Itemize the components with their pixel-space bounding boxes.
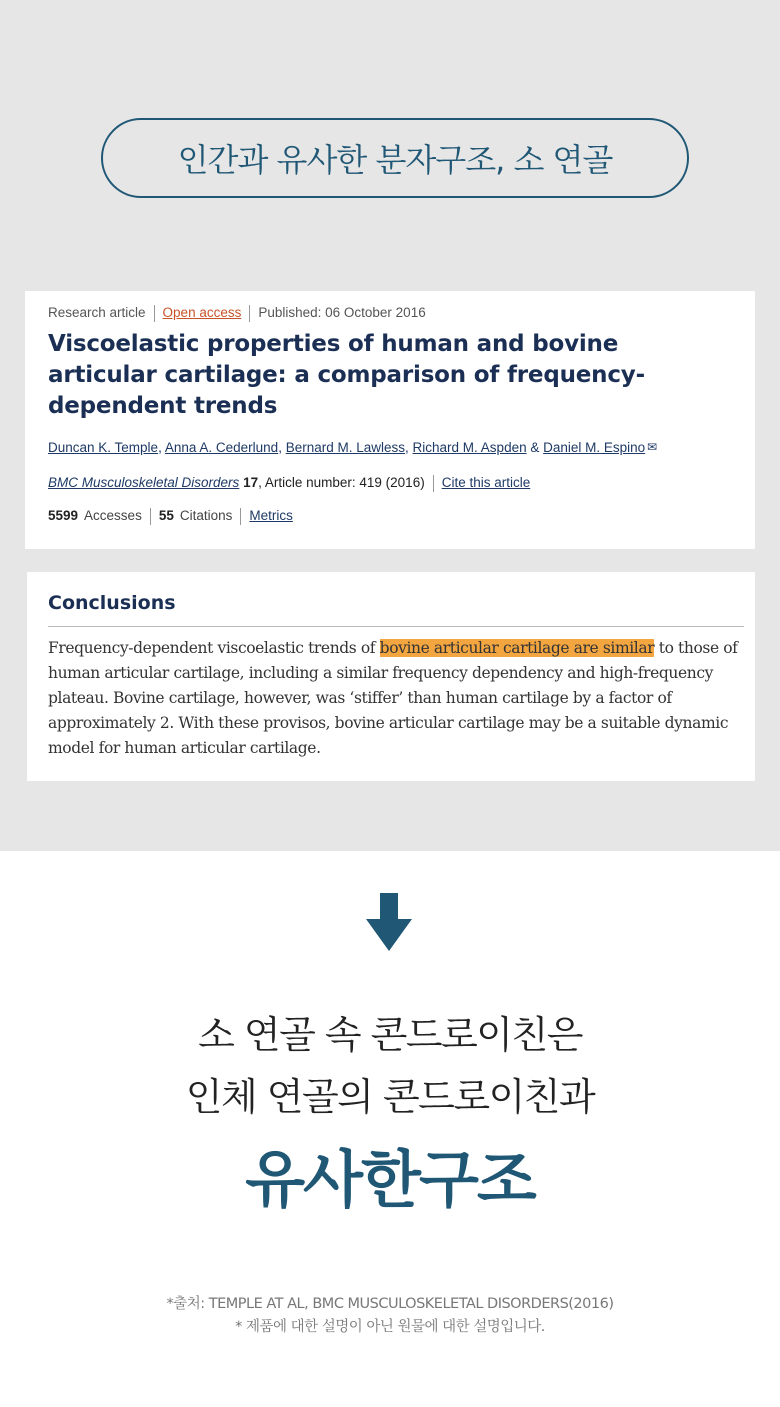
summary-line-2: 인체 연골의 콘드로이친과: [185, 1075, 595, 1119]
arrow-down-icon: [366, 893, 412, 951]
source-citation: *출처: TEMPLE AT AL, BMC MUSCULOSKELETAL DISORDERS(2016): [166, 1296, 614, 1312]
disclaimer: * 제품에 대한 설명이 아닌 원물에 대한 설명입니다.: [235, 1319, 545, 1335]
author-link[interactable]: Daniel M. Espino: [543, 440, 646, 455]
journal-link[interactable]: BMC Musculoskeletal Disorders: [48, 475, 240, 491]
summary-line-1: 소 연골 속 콘드로이친은: [198, 1013, 582, 1057]
citations-count: 55: [158, 508, 174, 524]
accesses-label: Accesses: [84, 508, 142, 524]
divider: [150, 508, 151, 525]
divider: [240, 508, 241, 525]
headline-badge: [101, 118, 689, 198]
article-type: Research article: [48, 305, 146, 321]
mail-icon[interactable]: ✉: [647, 440, 658, 454]
volume: 17: [243, 475, 259, 491]
article-title: Viscoelastic properties of human and bovine articular cartilage: a comparison of frequency-dependent trends: [48, 331, 645, 419]
article-card: [25, 291, 755, 549]
open-access-link[interactable]: Open access: [162, 305, 242, 321]
badge-text: 인간과 유사한 분자구조, 소 연골: [177, 141, 613, 179]
divider: [433, 475, 434, 492]
conclusions-text: Frequency-dependent viscoelastic trends of bovine articular cartilage are similar to those of human articular cartilage, including a similar frequency dependency and high-frequency plateau. Bovine cartilage, however, was ‘stiffer’ than human cartilage by a factor of approximately 2. With these provisos, bovine articular cartilage may be a suitable dynamic model for human articular cartilage.: [48, 639, 738, 757]
cite-article-link[interactable]: Cite this article: [441, 475, 531, 491]
author-link[interactable]: Bernard M. Lawless: [285, 440, 406, 455]
summary-emphasis: 유사한구조: [245, 1143, 535, 1216]
divider: [249, 305, 250, 322]
author-link[interactable]: Richard M. Aspden: [412, 440, 527, 455]
author-link[interactable]: Anna A. Cederlund: [164, 440, 279, 455]
heading-rule: [48, 626, 744, 627]
article-meta: [48, 305, 426, 322]
conclusions-card: [27, 572, 755, 781]
published-date: Published: 06 October 2016: [258, 305, 426, 321]
article-stats: [48, 508, 293, 525]
article-number: , Article number: 419 (2016): [258, 475, 425, 491]
author-list: Duncan K. Temple, Anna A. Cederlund, Bernard M. Lawless, Richard M. Aspden & Daniel M. Espino ✉: [48, 440, 658, 455]
author-link[interactable]: Duncan K. Temple: [48, 440, 159, 455]
conclusions-heading: Conclusions: [48, 592, 176, 614]
metrics-link[interactable]: Metrics: [249, 508, 293, 524]
citations-label: Citations: [179, 508, 233, 524]
journal-info: [48, 475, 530, 492]
divider: [154, 305, 155, 322]
accesses-count: 5599: [48, 508, 79, 524]
highlighted-phrase: bovine articular cartilage are similar: [379, 639, 655, 657]
